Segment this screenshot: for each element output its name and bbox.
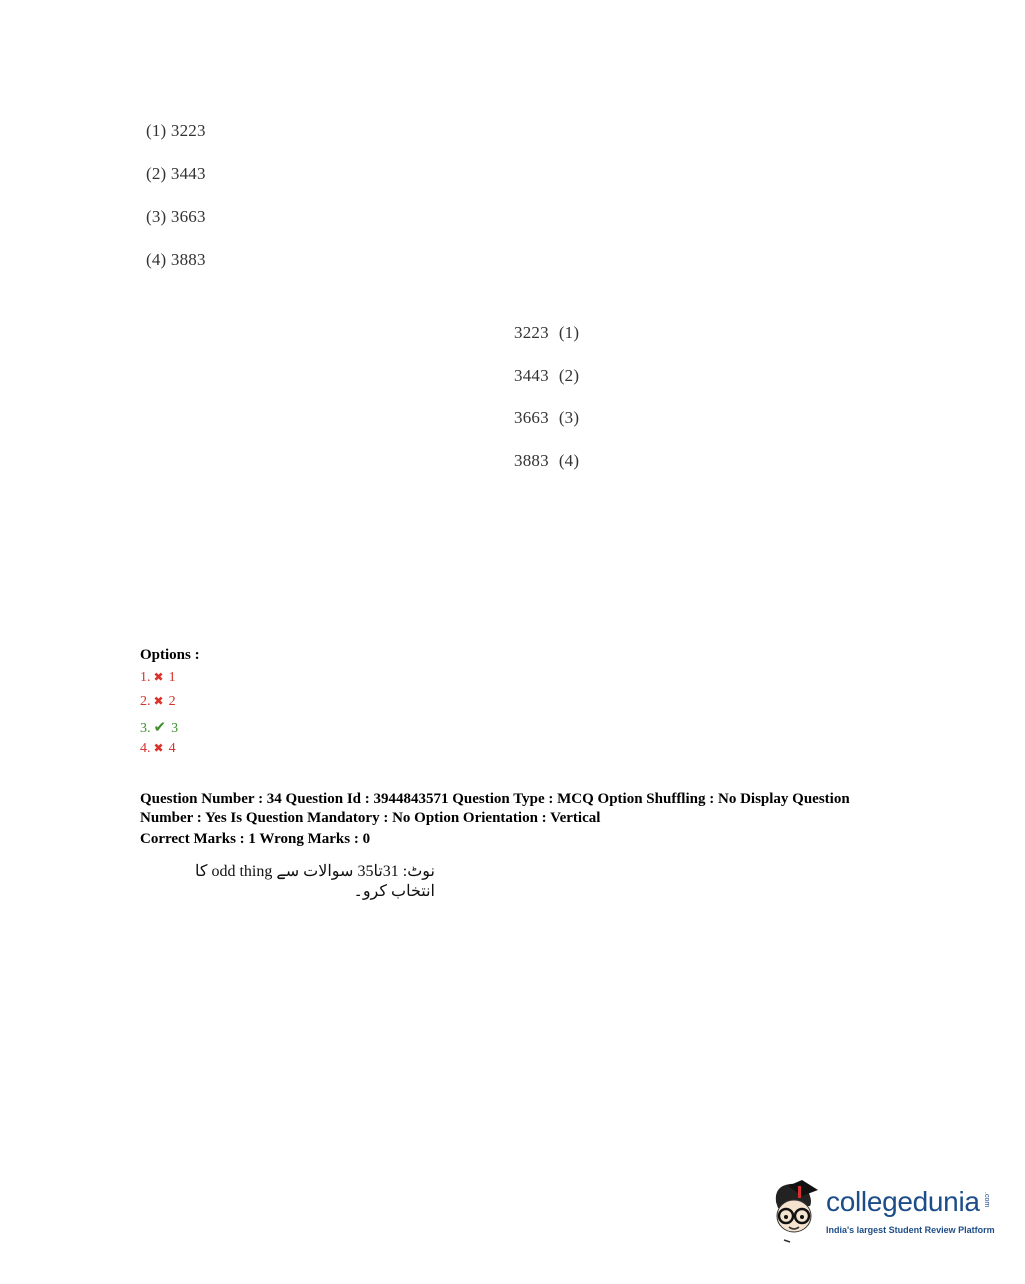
correct-check-icon: ✔ — [153, 720, 167, 736]
english-option-1: (1) 3223 — [146, 121, 206, 140]
mascot-icon — [766, 1176, 826, 1246]
answer-option-3: 3. ✔ 3 — [140, 720, 179, 736]
urdu-option-2: 3443 (2) — [514, 366, 580, 385]
meta-line-3: Correct Marks : 1 Wrong Marks : 0 — [140, 831, 371, 847]
urdu-option-1: 3223 (1) — [514, 323, 580, 342]
question-metadata — [140, 790, 900, 849]
english-option-2: (2) 3443 — [146, 164, 206, 183]
english-option-3: (3) 3663 — [146, 207, 206, 226]
urdu-option-3: 3663 (3) — [514, 408, 580, 427]
brand-suffix: .com — [983, 1192, 990, 1208]
options-heading: Options : — [140, 647, 200, 663]
answer-option-1: 1. ✖ 1 — [140, 670, 176, 685]
answer-option-4: 4. ✖ 4 — [140, 741, 176, 756]
meta-line-1: Question Number : 34 Question Id : 3944843571 Question Type : MCQ Option Shuffling : No Display Question — [140, 791, 850, 807]
answer-option-2: 2. ✖ 2 — [140, 694, 176, 709]
brand-name: collegedunia — [826, 1186, 980, 1217]
urdu-instruction-note: نوٹ: 31تا35 سوالات سے odd thing کا انتخاب کرو۔ — [194, 863, 435, 900]
wrong-cross-icon: ✖ — [153, 741, 164, 755]
collegedunia-logo — [766, 1176, 996, 1248]
english-option-4: (4) 3883 — [146, 250, 206, 269]
meta-line-2: Number : Yes Is Question Mandatory : No Option Orientation : Vertical — [140, 809, 601, 826]
urdu-option-4: 3883 (4) — [514, 451, 580, 470]
wrong-cross-icon: ✖ — [153, 670, 164, 684]
wrong-cross-icon: ✖ — [153, 694, 164, 708]
brand-tagline: India's largest Student Review Platform — [826, 1225, 995, 1235]
